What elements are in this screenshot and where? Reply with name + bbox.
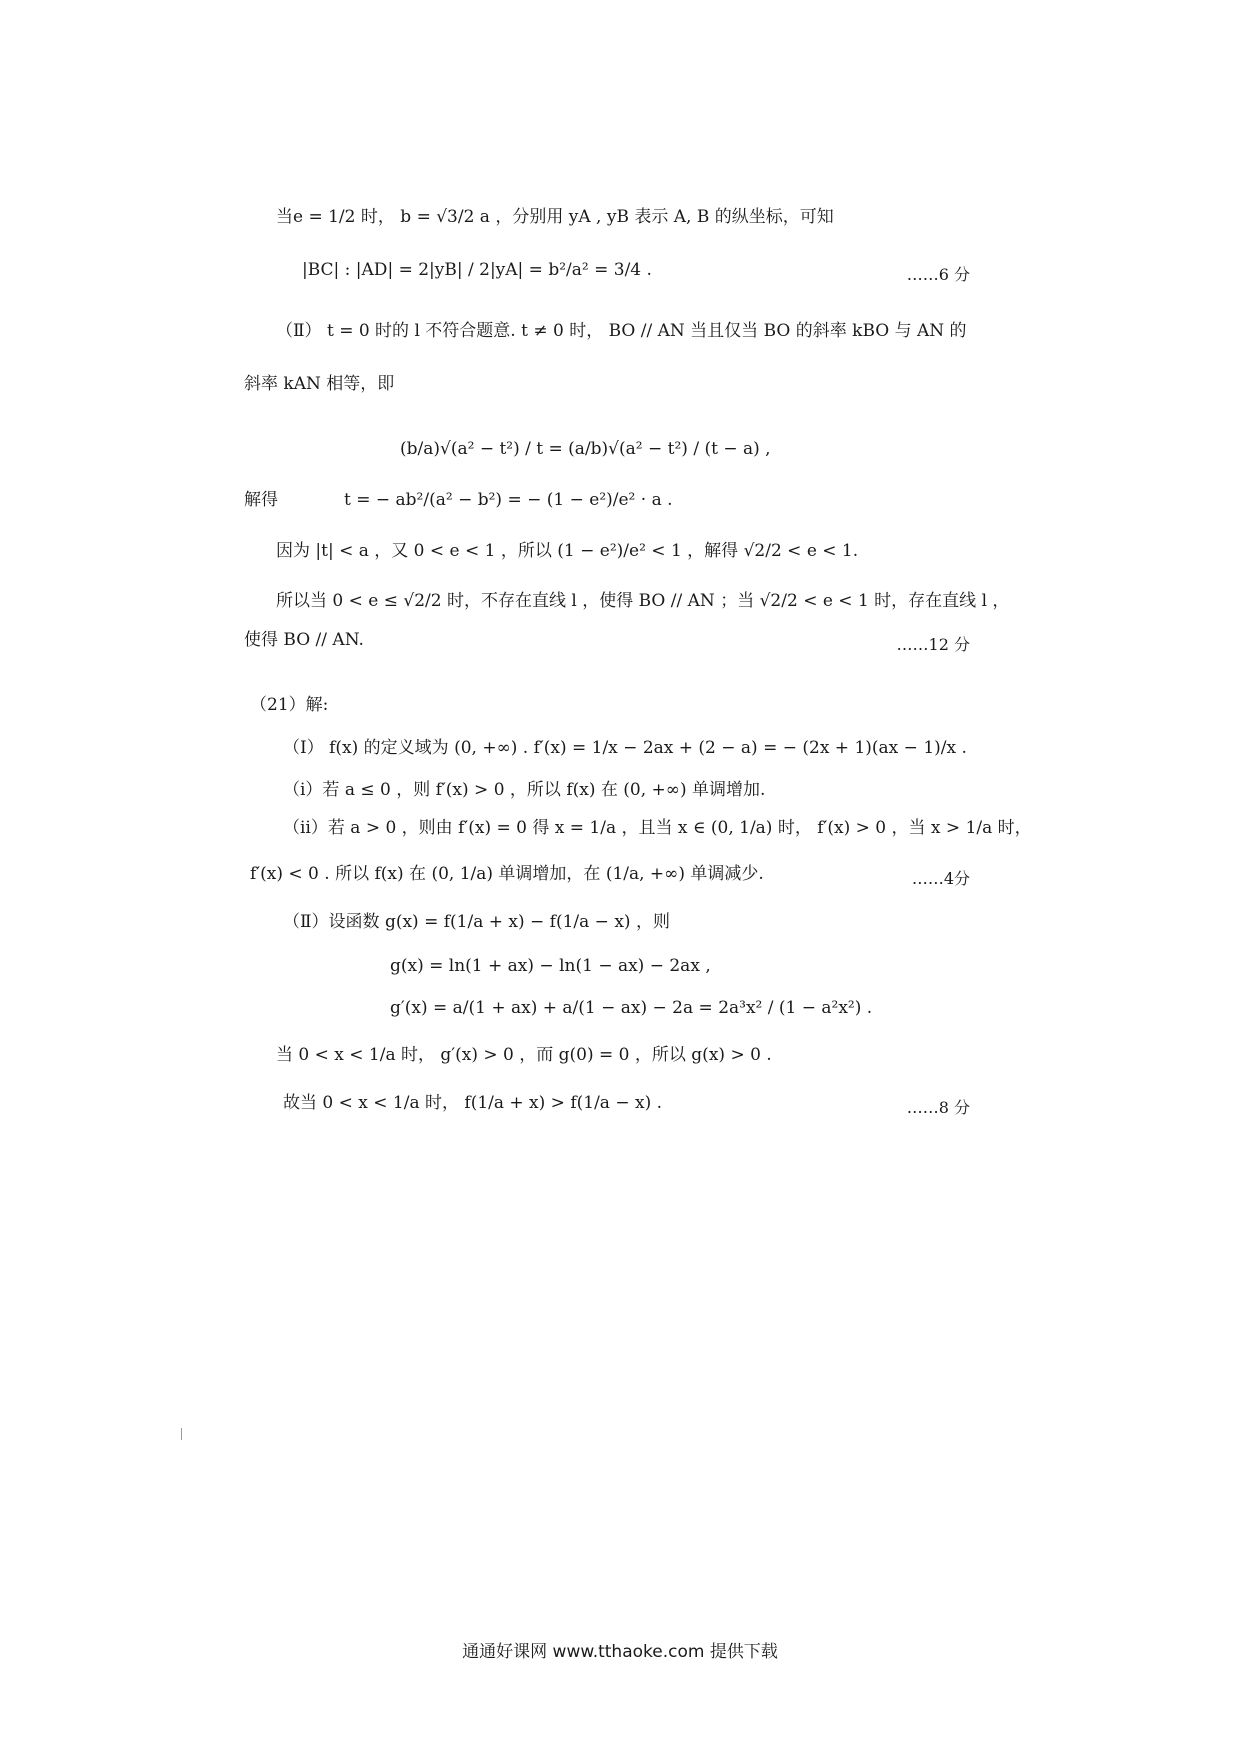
p21-part-II: （Ⅱ）设函数 g(x) = f(1/a + x) − f(1/a − x) ，则 <box>283 912 670 932</box>
score-6: ……6 分 <box>906 265 970 284</box>
margin-mark <box>181 1428 182 1440</box>
p20-line-1: 当e = 1/2 时， b = √3/2 a ，分别用 yA , yB 表示 A, B 的纵坐标，可知 <box>276 207 834 227</box>
p21-therefore-line: 故当 0 < x < 1/a 时， f(1/a + x) > f(1/a − x) . <box>283 1093 663 1113</box>
p20-conclusion-line-a: 所以当 0 < e ≤ √2/2 时，不存在直线 l ，使得 BO // AN ；当 √2/2 < e < 1 时，存在直线 l ， <box>276 591 1010 611</box>
p20-conclusion-line-b: 使得 BO // AN. <box>244 630 364 650</box>
footer-credit: 通通好课网 www.tthaoke.com 提供下载 <box>462 1642 778 1662</box>
p21-case-ii-line-a: （ⅱ）若 a > 0 ，则由 f′(x) = 0 得 x = 1/a ，且当 x ∈ (0, 1/a) 时， f′(x) > 0 ，当 x > 1/a 时， <box>283 818 1032 838</box>
score-8: ……8 分 <box>906 1098 970 1117</box>
score-12: ……12 分 <box>896 635 970 654</box>
p20-because-line: 因为 |t| < a ，又 0 < e < 1 ，所以 (1 − e²)/e² < 1 ，解得 √2/2 < e < 1. <box>276 541 859 561</box>
p20-solve-label: 解得 <box>244 490 278 510</box>
p21-case-i: （ⅰ）若 a ≤ 0 ，则 f′(x) > 0 ，所以 f(x) 在 (0, +∞) 单调增加. <box>283 780 766 800</box>
p21-when-line: 当 0 < x < 1/a 时， g′(x) > 0 ，而 g(0) = 0 ，所以 g(x) > 0 . <box>276 1045 772 1065</box>
p21-g-derivative: g′(x) = a/(1 + ax) + a/(1 − ax) − 2a = 2a³x² / (1 − a²x²) . <box>390 998 873 1018</box>
p21-part-I: （Ⅰ） f(x) 的定义域为 (0, +∞) . f′(x) = 1/x − 2ax + (2 − a) = − (2x + 1)(ax − 1)/x . <box>283 738 967 758</box>
p21-g-definition: g(x) = ln(1 + ax) − ln(1 − ax) − 2ax , <box>390 956 711 976</box>
p20-part-II-line-b: 斜率 kAN 相等，即 <box>244 374 395 394</box>
p20-slope-equation: (b/a)√(a² − t²) / t = (a/b)√(a² − t²) / (t − a) , <box>400 439 771 459</box>
p21-case-ii-line-b: f′(x) < 0 . 所以 f(x) 在 (0, 1/a) 单调增加，在 (1/a, +∞) 单调减少. <box>250 864 764 884</box>
p20-line-2: |BC| : |AD| = 2|yB| / 2|yA| = b²/a² = 3/4 . <box>302 260 652 280</box>
p21-heading: （21）解: <box>250 695 329 715</box>
p20-solve-expression: t = − ab²/(a² − b²) = − (1 − e²)/e² · a . <box>344 490 673 510</box>
score-4: ……4分 <box>911 869 970 888</box>
p20-part-II-line-a: （Ⅱ） t = 0 时的 l 不符合题意. t ≠ 0 时， BO // AN 当且仅当 BO 的斜率 kBO 与 AN 的 <box>276 321 967 341</box>
